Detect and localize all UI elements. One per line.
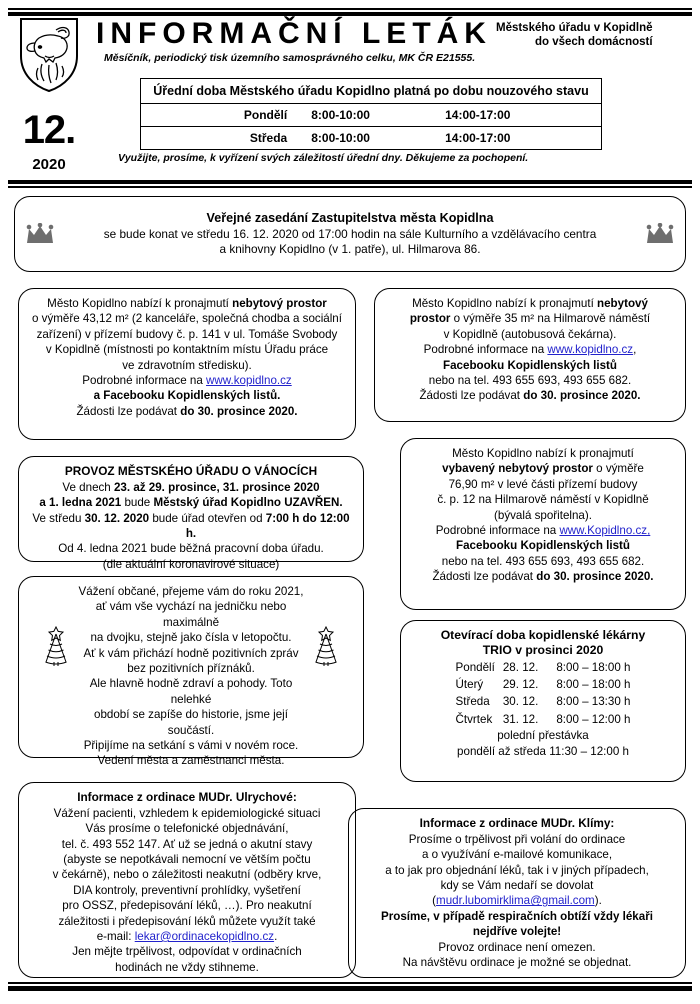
christmas-tree-icon — [307, 622, 345, 668]
greeting-line7: období se zapíše do historie, jsme její součástí. — [94, 708, 288, 737]
rental-141-line6: Podrobné informace na www.kopidlno.cz — [82, 374, 292, 388]
pharmacy-day: Úterý — [455, 677, 484, 691]
ulrychova-line1: Vážení pacienti, vzhledem k epidemiologické situaci — [53, 806, 321, 820]
announcement-line1: se bude konat ve středu 16. 12. 2020 od 17:00 hodin na sále Kulturního a vzdělávacího centra — [103, 226, 597, 241]
masthead-footnote: Využijte, prosíme, k vyřízení svých záležitostí úřední dny. Děkujeme za pochopení. — [118, 152, 529, 164]
masthead-subtitle — [496, 18, 653, 50]
rental-bus-line4: Podrobné informace na www.kopidlno.cz, — [423, 343, 637, 357]
rental-bus-line1: Město Kopidlno nabízí k pronajmutí nebytový — [412, 297, 648, 310]
rental-12-line8: nebo na tel. 493 655 693, 493 655 682. — [441, 554, 645, 568]
office-hours-afternoon: 14:00-17:00 — [417, 104, 601, 127]
pharmacy-break-note1: polední přestávka — [497, 729, 589, 743]
greeting-line8: Připijíme na setkání s vámi v novém roce. — [83, 739, 299, 753]
xmas-ops-line5: (dle aktuální koronavirové situace) — [102, 557, 280, 571]
christmas-office-operation-box — [18, 456, 364, 571]
pharmacy-title-line1: Otevírací doba kopidlenské lékárny — [440, 628, 646, 642]
rental-12-line5: (bývalá spořitelna). — [494, 508, 592, 522]
middle-rule — [8, 180, 692, 188]
bottom-rule — [8, 982, 692, 991]
masthead-tagline: Měsíčník, periodický tisk územního samosprávného celku, MK ČR E21555. — [104, 52, 476, 64]
klima-line9: Na návštěvu ordinace je možné se objednat. — [402, 955, 632, 969]
christmas-tree-icon — [37, 622, 75, 668]
table-row — [456, 693, 631, 710]
rental-141-line4: v Kopidlně (místnosti po kontaktním místu Úřadu práce — [45, 343, 329, 357]
xmas-ops-line2: a 1. ledna 2021 bude Městský úřad Kopidlno UZAVŘEN. — [39, 496, 343, 510]
greeting-text — [29, 584, 353, 769]
office-hours-morning: 8:00-10:00 — [297, 104, 417, 127]
crown-icon — [25, 223, 55, 245]
rental-12-line9: Žádosti lze podávat do 30. prosince 2020. — [432, 570, 654, 584]
rental-offer-12-box — [400, 438, 686, 610]
pharmacy-date: 28. 12. — [502, 660, 539, 674]
issue-year: 2020 — [32, 156, 66, 173]
greeting-line2: ať vám vše vychází na jedničku nebo maximálně — [95, 600, 287, 629]
pharmacy-date: 31. 12. — [502, 712, 539, 726]
pharmacy-time: 8:00 – 18:00 h — [556, 660, 631, 674]
klima-line5: (mudr.lubomirklima@gmail.com). — [432, 894, 602, 908]
ulrychova-line6: DIA kontroly, preventivní prohlídky, vyšetření — [73, 883, 301, 897]
pharmacy-time: 8:00 – 12:00 h — [556, 712, 631, 726]
rental-bus-line3: v Kopidlně (autobusová čekárna). — [443, 327, 617, 341]
pharmacy-time: 8:00 – 13:30 h — [556, 695, 631, 709]
ulrychova-line10: Jen mějte trpělivost, odpovídat v ordinačních — [72, 945, 302, 959]
klima-line6: Prosíme, v případě respiračních obtíží vždy lékaři — [381, 909, 653, 923]
table-row — [141, 104, 602, 127]
office-hours-table — [140, 78, 602, 150]
ulrychova-line7: pro OSSZ, předepisování léků, …). Pro neakutní — [62, 899, 312, 913]
ulrychova-line9: e-mail: lekar@ordinacekopidlno.cz. — [96, 929, 278, 943]
ulrychova-line2: Vás prosíme o telefonické objednávání, — [85, 822, 289, 836]
xmas-ops-line1: Ve dnech 23. až 29. prosince, 31. prosince 2020 — [62, 480, 320, 494]
ulrychova-line8: záležitosti i předepisování léků můžete využít také — [58, 914, 316, 928]
top-rule — [8, 8, 692, 16]
goat-head-coat-of-arms-icon — [6, 16, 92, 94]
greeting-line6: Ale hlavně hodně zdraví a pohody. Toto nelehké — [89, 677, 293, 706]
rental-12-line2: vybavený nebytový prostor o výměře — [442, 462, 644, 476]
greeting-line3: na dvojku, stejně jako čísla v letopočtu. — [90, 631, 292, 645]
pharmacy-time: 8:00 – 18:00 h — [556, 677, 631, 691]
rental-bus-line7: Žádosti lze podávat do 30. prosince 2020. — [419, 389, 641, 403]
rental-141-line8: Žádosti lze podávat do 30. prosince 2020. — [76, 404, 298, 418]
greeting-line9: Vedení města a zaměstnanci města. — [97, 754, 285, 768]
rental-141-line2: o výměře 43,12 m² (2 kanceláře, společná chodba a sociální — [32, 312, 342, 326]
rental-12-line3: 76,90 m² v levé části přízemí budovy — [448, 477, 638, 491]
rental-offer-bus-stop-box — [374, 288, 686, 422]
klima-line3: a to jak pro objednání léků, tak i v jiných případech, — [385, 863, 649, 877]
greeting-line1: Vážení občané, přejeme vám do roku 2021, — [78, 585, 304, 598]
rental-offer-141-box — [18, 288, 356, 440]
issue-number: 12. — [22, 108, 76, 152]
email-link[interactable]: lekar@ordinacekopidlno.cz — [134, 929, 275, 943]
rental-12-line6: Podrobné informace na www.Kopidlno.cz, — [435, 524, 651, 538]
pharmacy-break-note2: pondělí až středa 11:30 – 12:00 h — [457, 744, 629, 758]
office-hours-day: Středa — [141, 127, 298, 150]
xmas-ops-line4: Od 4. ledna 2021 bude běžná pracovní doba úřadu. — [58, 542, 324, 556]
rental-141-line3: zařízení) v přízemí budovy č. p. 141 v ul. Tomáše Svobody — [36, 327, 338, 341]
pharmacy-hours-box — [400, 620, 686, 782]
doctor-ulrychova-info-box — [18, 782, 356, 978]
council-meeting-announcement — [14, 196, 686, 272]
klima-title: Informace z ordinace MUDr. Klímy: — [419, 816, 615, 830]
masthead-subtitle-line1: Městského úřadu v Kopidlně — [495, 22, 653, 34]
ulrychova-line5: v čekárně), nebo o záležitosti neakutní (odběry krve, — [52, 868, 322, 882]
announcement-title: Veřejné zasedání Zastupitelstva města Kopidlna — [206, 210, 494, 225]
klima-line1: Prosíme o trpělivost při volání do ordinace — [408, 832, 626, 846]
office-hours-morning: 8:00-10:00 — [297, 127, 417, 150]
table-row — [141, 127, 602, 150]
greeting-line5: bez pozitivních příznáků. — [127, 662, 255, 676]
masthead-title-row — [96, 18, 694, 50]
announcement-line2: a knihovny Kopidlno (v 1. patře), ul. Hilmarova 86. — [219, 242, 481, 257]
rental-141-line7: a Facebooku Kopidlenských listů. — [93, 389, 281, 403]
xmas-ops-line3: Ve středu 30. 12. 2020 bude úřad otevřen od 7:00 h do 12:00 h. — [32, 511, 350, 540]
crown-icon — [645, 223, 675, 245]
table-row — [456, 711, 631, 728]
pharmacy-date: 29. 12. — [502, 677, 539, 691]
pharmacy-date: 30. 12. — [502, 695, 539, 709]
table-row — [456, 659, 631, 676]
page-title: INFORMAČNÍ LETÁK — [96, 17, 492, 50]
ulrychova-line11: hodinách ne vždy stihneme. — [115, 960, 259, 974]
doctor-klima-info-box — [348, 808, 686, 978]
klima-line2: a o využívání e-mailové komunikace, — [421, 848, 613, 862]
pharmacy-day: Čtvrtek — [455, 712, 493, 726]
rental-12-line7: Facebooku Kopidlenských listů — [456, 539, 630, 553]
pharmacy-day: Středa — [455, 695, 490, 709]
ulrychova-title: Informace z ordinace MUDr. Ulrychové: — [77, 790, 297, 804]
rental-141-line5: ve zdravotním středisku). — [122, 358, 252, 372]
rental-bus-line2: prostor o výměře 35 m² na Hilmarově náměstí — [409, 312, 651, 326]
pharmacy-title-line2: TRIO v prosinci 2020 — [482, 643, 604, 658]
pharmacy-schedule-table — [456, 659, 631, 729]
email-link[interactable]: mudr.lubomirklima@gmail.com — [436, 894, 595, 908]
rental-141-line1: Město Kopidlno nabízí k pronajmutí nebytový prostor — [47, 297, 327, 310]
xmas-ops-title: PROVOZ MĚSTSKÉHO ÚŘADU O VÁNOCÍCH — [64, 464, 318, 478]
rental-12-line1: Město Kopidlno nabízí k pronajmutí — [452, 447, 634, 460]
website-link[interactable]: www.Kopidlno.cz, — [559, 524, 651, 538]
klima-line8: Provoz ordinace není omezen. — [438, 940, 596, 954]
klima-line4: kdy se Vám nedaří se dovolat — [440, 878, 594, 892]
office-hours-day: Pondělí — [141, 104, 298, 127]
new-year-greeting-box — [18, 576, 364, 768]
rental-bus-line6: nebo na tel. 493 655 693, 493 655 682. — [428, 374, 632, 388]
masthead-subtitle-line2: do všech domácností — [534, 36, 653, 49]
rental-bus-line5: Facebooku Kopidlenských listů — [443, 358, 617, 372]
pharmacy-day: Pondělí — [455, 660, 495, 674]
website-link[interactable]: www.kopidlno.cz — [547, 343, 634, 357]
office-hours-afternoon: 14:00-17:00 — [417, 127, 601, 150]
greeting-line4: Ať k vám přichází hodně pozitivních zpráv — [83, 646, 299, 660]
masthead-crest-column — [6, 16, 92, 173]
rental-12-line4: č. p. 12 na Hilmarově náměstí v Kopidlně — [437, 493, 649, 507]
ulrychova-line3: tel. č. 493 552 147. Ať už se jedná o akutní stavy — [61, 837, 313, 851]
klima-line7: nejdříve volejte! — [472, 925, 562, 939]
table-row — [456, 676, 631, 693]
ulrychova-line4: (abyste se nepotkávali nemocní ve větším počtu — [63, 852, 311, 866]
website-link[interactable]: www.kopidlno.cz — [206, 374, 292, 388]
office-hours-header: Úřední doba Městského úřadu Kopidlno platná po dobu nouzového stavu — [141, 79, 602, 104]
